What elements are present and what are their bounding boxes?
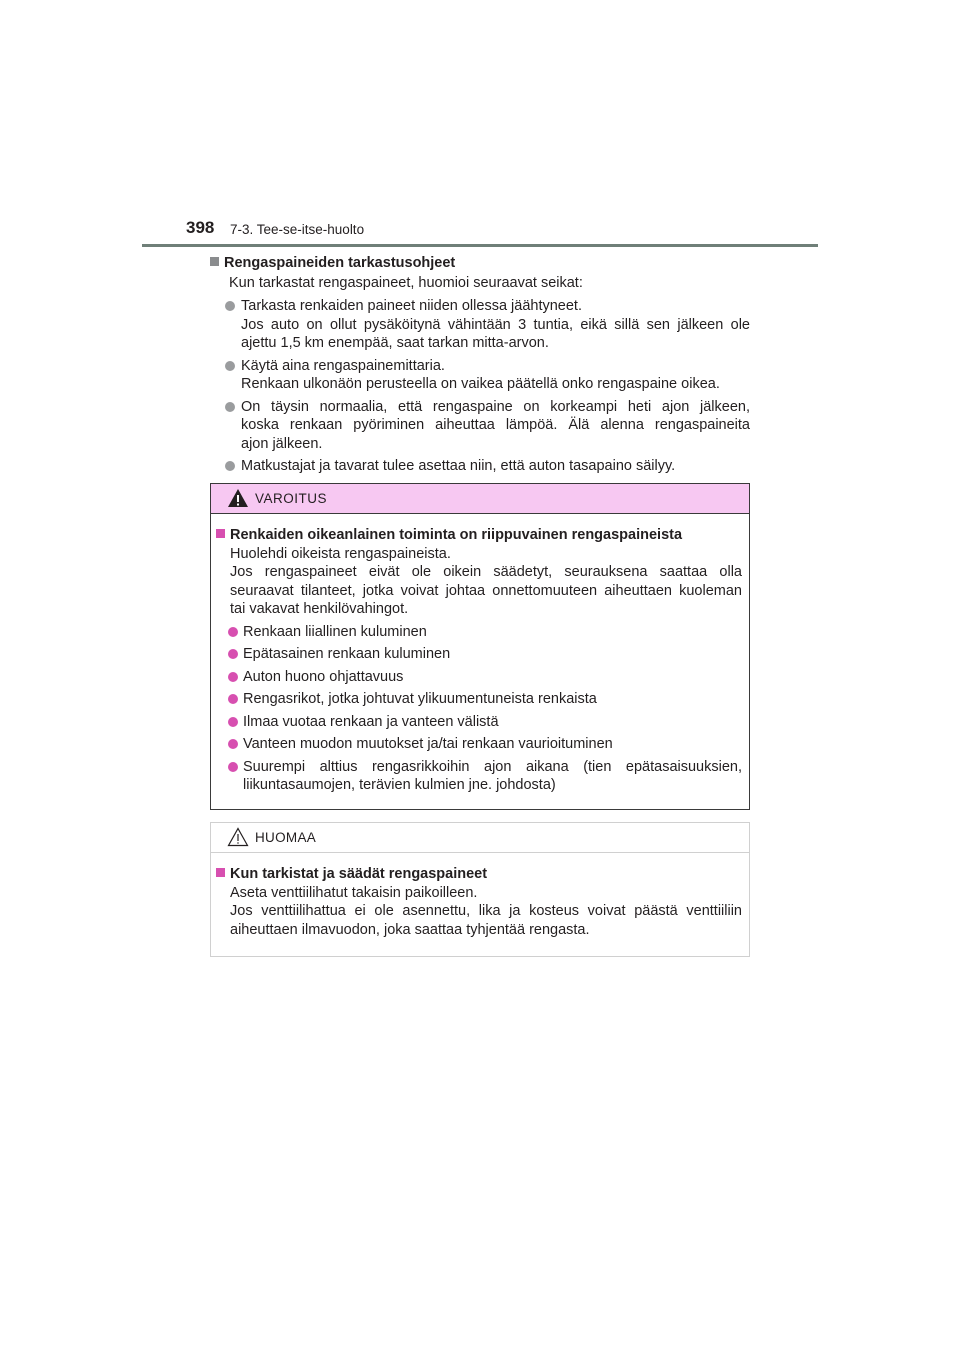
list-item: Ilmaa vuotaa renkaan ja vanteen välistä (216, 713, 742, 732)
bullet-dot-icon (225, 361, 235, 371)
section-title: 7-3. Tee-se-itse-huolto (230, 222, 365, 237)
bullet-dot-icon (225, 461, 235, 471)
square-bullet-icon (210, 257, 219, 266)
warning-header (211, 484, 749, 514)
sub-heading: Rengaspaineiden tarkastusohjeet (210, 254, 750, 273)
bullet-dot-icon (228, 694, 238, 704)
list-item: Vanteen muodon muutokset ja/tai renkaan vaurioituminen (216, 735, 742, 754)
header-rule (142, 244, 818, 247)
warning-triangle-icon (227, 488, 249, 508)
bullet-dot-icon (228, 627, 238, 637)
notice-text: Aseta venttiilihatut takaisin paikoilleen. Jos venttiilihattua ei ole asennettu, lika ja kosteus voivat päästä venttiiliin aiheuttaen ilmavuodon, joka saattaa tyhjentää rengasta. (230, 884, 742, 938)
notice-header (211, 823, 749, 853)
bullet-list (210, 297, 750, 476)
warning-text: Huolehdi oikeista rengaspaineista. Jos rengaspaineet eivät ole oikein säädetyt, seurauksena saattaa olla seuraavat tilanteet, jotka voivat johtaa onnettomuuteen aiheuttaen kuoleman tai vakavat henkilövahingot. (230, 545, 742, 617)
warning-heading: Renkaiden oikeanlainen toiminta on riippuvainen rengaspaineista (216, 526, 742, 545)
list-item: Suurempi alttius rengasrikkoihin ajon aikana (tien epätasaisuuksien, liikuntasaumojen, terävien kulmien jne. johdosta) (216, 758, 742, 795)
bullet-dot-icon (228, 762, 238, 772)
notice-heading: Kun tarkistat ja säädät rengaspaineet (216, 865, 742, 884)
list-item: On täysin normaalia, että rengaspaine on korkeampi heti ajon jälkeen, koska renkaan pyöriminen aiheuttaa lämpöä. Älä alenna rengaspaineita ajon jälkeen. (210, 398, 750, 454)
bullet-dot-icon (228, 672, 238, 682)
bullet-dot-icon (228, 649, 238, 659)
list-item: Tarkasta renkaiden paineet niiden ollessa jäähtyneet. Jos auto on ollut pysäköitynä vähintään 3 tuntia, eikä sillä sen jälkeen ole ajettu 1,5 km enempää, saat tarkan mitta-arvon. (210, 297, 750, 353)
notice-body (211, 853, 749, 939)
main-content (210, 254, 750, 480)
notice-label: HUOMAA (255, 830, 317, 845)
list-item: Epätasainen renkaan kuluminen (216, 645, 742, 664)
list-item: Matkustajat ja tavarat tulee asettaa niin, että auton tasapaino säilyy. (210, 457, 750, 476)
square-bullet-icon (216, 868, 225, 877)
notice-box (210, 822, 750, 957)
intro-text: Kun tarkastat rengaspaineet, huomioi seuraavat seikat: (229, 274, 583, 291)
page-number: 398 (186, 218, 215, 237)
list-item: Rengasrikot, jotka johtuvat ylikuumentuneista renkaista (216, 690, 742, 709)
list-item: Renkaan liiallinen kuluminen (216, 623, 742, 642)
bullet-dot-icon (228, 739, 238, 749)
warning-box (210, 483, 750, 810)
bullet-dot-icon (228, 717, 238, 727)
caution-triangle-icon (227, 827, 249, 847)
list-item: Käytä aina rengaspainemittaria. Renkaan ulkonäön perusteella on vaikea päätellä onko rengaspaine oikea. (210, 357, 750, 394)
warning-label: VAROITUS (255, 491, 328, 506)
list-item: Auton huono ohjattavuus (216, 668, 742, 687)
warning-bullet-list (216, 623, 742, 795)
square-bullet-icon (216, 529, 225, 538)
bullet-dot-icon (225, 301, 235, 311)
warning-body (211, 514, 749, 795)
bullet-dot-icon (225, 402, 235, 412)
